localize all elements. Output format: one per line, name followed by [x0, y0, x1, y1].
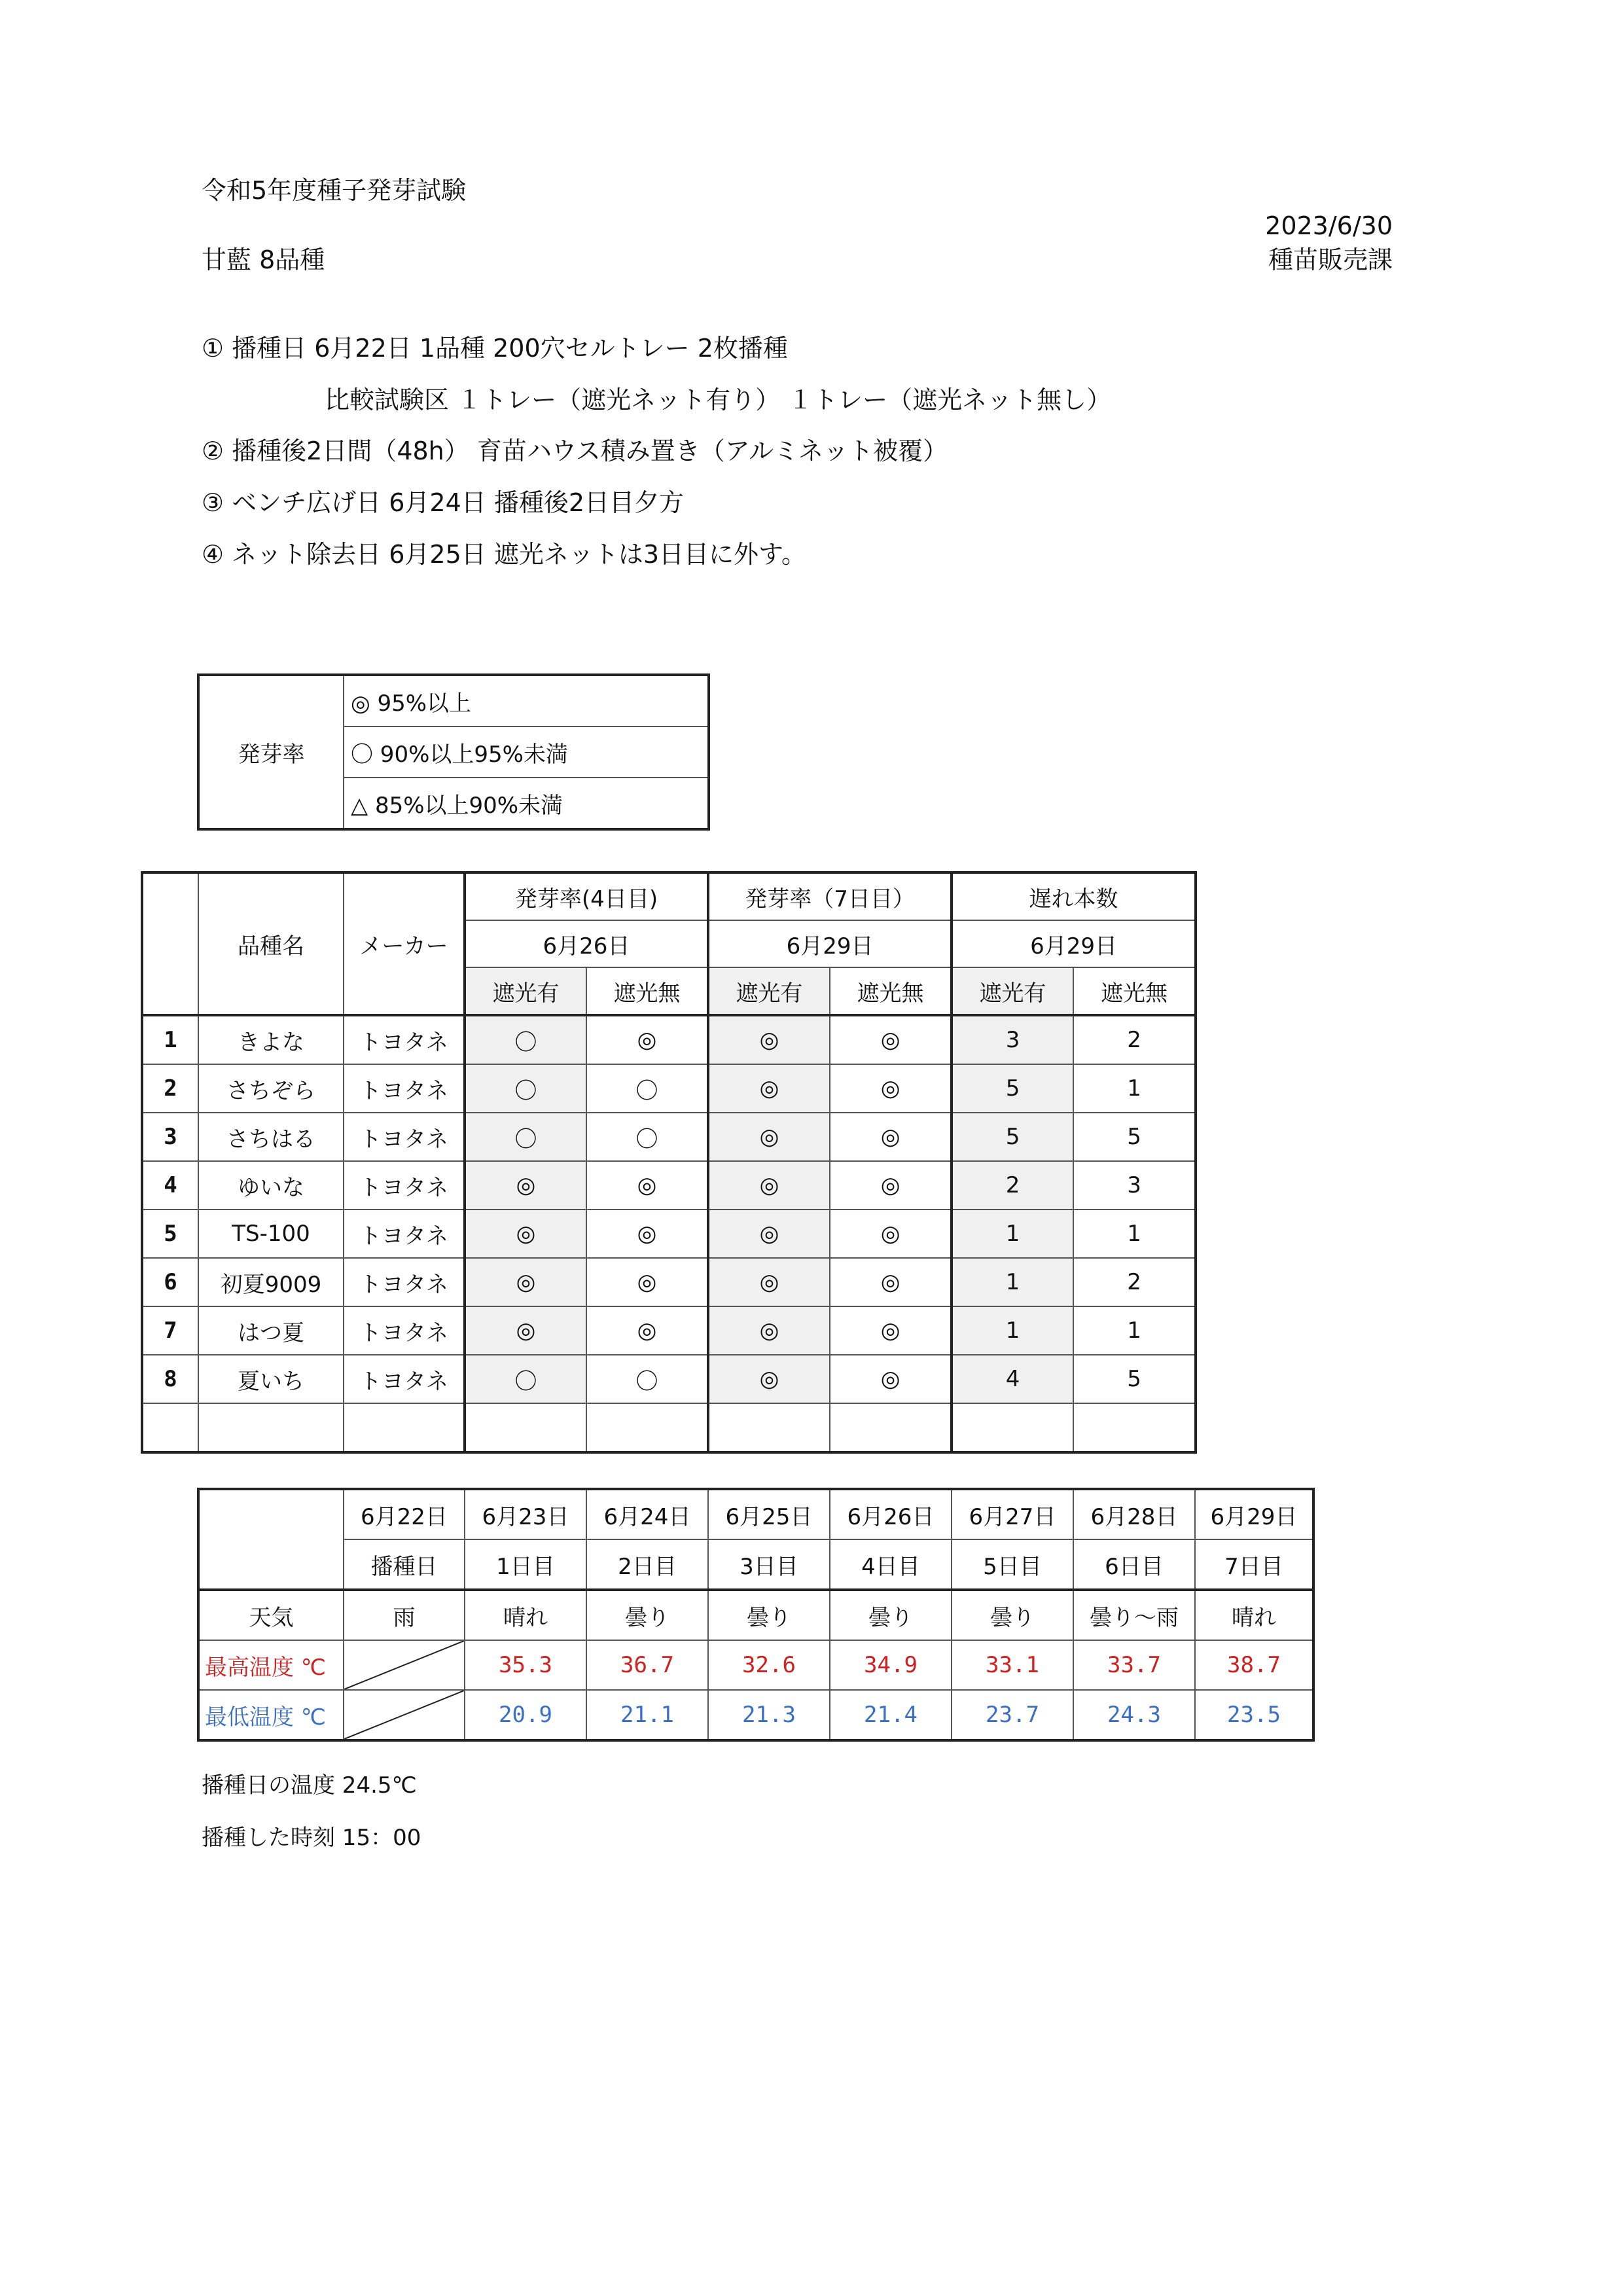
empty-row — [142, 1403, 1196, 1452]
late-shade-off: 5 — [1073, 1355, 1196, 1403]
weather-condition: 晴れ — [465, 1590, 586, 1640]
header-g4-shade-off: 遮光無 — [586, 967, 708, 1015]
germ7-shade-on: ◎ — [708, 1355, 830, 1403]
late-shade-on: 5 — [952, 1064, 1073, 1113]
weather-days-row — [198, 1539, 1313, 1590]
department-label: 種苗販売課 — [1268, 245, 1393, 274]
max-temp-label: 最高温度 ℃ — [198, 1640, 344, 1690]
max-temp: 36.7 — [586, 1640, 708, 1690]
germ7-shade-off: ◎ — [830, 1161, 952, 1210]
variety-name: はつ夏 — [198, 1306, 344, 1355]
document-title: 令和5年度種子発芽試験 — [202, 176, 467, 205]
late-shade-off: 1 — [1073, 1306, 1196, 1355]
maker-name: トヨタネ — [344, 1064, 465, 1113]
late-shade-on: 4 — [952, 1355, 1073, 1403]
late-shade-off: 5 — [1073, 1113, 1196, 1161]
germ4-shade-on: ◎ — [465, 1210, 586, 1258]
germ4-shade-on: 〇 — [465, 1355, 586, 1403]
min-temp: 21.3 — [708, 1690, 830, 1740]
weather-condition: 曇り — [708, 1590, 830, 1640]
row-number: 7 — [142, 1306, 198, 1355]
germ4-shade-on: ◎ — [465, 1161, 586, 1210]
weather-date: 6月29日 — [1195, 1489, 1313, 1539]
diagonal-line-icon — [344, 1641, 464, 1689]
row-number: 4 — [142, 1161, 198, 1210]
crop-label: 甘藍 8品種 — [202, 245, 325, 274]
header-germ7: 発芽率（7日目） — [708, 872, 952, 920]
germ7-shade-on: ◎ — [708, 1064, 830, 1113]
late-shade-off: 2 — [1073, 1258, 1196, 1306]
note-2: ② 播種後2日間（48h） 育苗ハウス積み置き（アルミネット被覆） — [202, 437, 948, 465]
weather-day: 1日目 — [465, 1539, 586, 1590]
min-temp-label: 最低温度 ℃ — [198, 1690, 344, 1740]
max-temp: 38.7 — [1195, 1640, 1313, 1690]
variety-name: 夏いち — [198, 1355, 344, 1403]
weather-table — [197, 1488, 1315, 1742]
germ7-shade-on: ◎ — [708, 1306, 830, 1355]
variety-name: きよな — [198, 1015, 344, 1064]
results-table — [141, 871, 1197, 1454]
table-row — [142, 1015, 1196, 1064]
weather-condition-row — [198, 1590, 1313, 1640]
weather-corner — [198, 1489, 344, 1590]
min-temp: 23.7 — [952, 1690, 1073, 1740]
germ4-shade-on: 〇 — [465, 1113, 586, 1161]
max-temp: 32.6 — [708, 1640, 830, 1690]
header-germ4: 発芽率(4日目) — [465, 872, 708, 920]
header-late-shade-on: 遮光有 — [952, 967, 1073, 1015]
header-g7-shade-on: 遮光有 — [708, 967, 830, 1015]
variety-name: さちはる — [198, 1113, 344, 1161]
row-number: 2 — [142, 1064, 198, 1113]
table-row — [142, 1258, 1196, 1306]
germ4-shade-on: ◎ — [465, 1258, 586, 1306]
legend-item-fair: △ 85%以上90%未満 — [344, 778, 709, 829]
variety-name: TS-100 — [198, 1210, 344, 1258]
empty-cell — [344, 1403, 465, 1452]
germ7-shade-on: ◎ — [708, 1258, 830, 1306]
weather-dates-row — [198, 1489, 1313, 1539]
min-temp: 24.3 — [1073, 1690, 1195, 1740]
late-shade-on: 2 — [952, 1161, 1073, 1210]
germ4-shade-off: ◎ — [586, 1015, 708, 1064]
weather-date: 6月24日 — [586, 1489, 708, 1539]
diagonal-line-icon — [344, 1691, 464, 1739]
weather-day: 5日目 — [952, 1539, 1073, 1590]
max-temp: 35.3 — [465, 1640, 586, 1690]
germ7-shade-on: ◎ — [708, 1113, 830, 1161]
maker-name: トヨタネ — [344, 1306, 465, 1355]
maker-name: トヨタネ — [344, 1258, 465, 1306]
header-late: 遅れ本数 — [952, 872, 1196, 920]
legend-item-excellent: ◎ 95%以上 — [344, 675, 709, 726]
header-date-late: 6月29日 — [952, 920, 1196, 967]
maker-name: トヨタネ — [344, 1210, 465, 1258]
germ7-shade-on: ◎ — [708, 1161, 830, 1210]
min-temp-empty — [344, 1690, 465, 1740]
note-1-sub: 比較試験区 １トレー（遮光ネット有り） １トレー（遮光ネット無し） — [325, 386, 1112, 414]
germ4-shade-on: 〇 — [465, 1015, 586, 1064]
header-late-shade-off: 遮光無 — [1073, 967, 1196, 1015]
germ4-shade-off: 〇 — [586, 1355, 708, 1403]
legend-label: 発芽率 — [198, 675, 344, 829]
weather-day: 4日目 — [830, 1539, 952, 1590]
germ7-shade-off: ◎ — [830, 1064, 952, 1113]
header-maker: メーカー — [344, 872, 465, 1015]
variety-name: ゆいな — [198, 1161, 344, 1210]
empty-cell — [952, 1403, 1073, 1452]
late-shade-off: 1 — [1073, 1210, 1196, 1258]
weather-date: 6月25日 — [708, 1489, 830, 1539]
max-temp: 33.1 — [952, 1640, 1073, 1690]
max-temp: 34.9 — [830, 1640, 952, 1690]
variety-name: さちぞら — [198, 1064, 344, 1113]
empty-cell — [708, 1403, 830, 1452]
legend-table — [197, 673, 710, 831]
weather-day: 3日目 — [708, 1539, 830, 1590]
table-row — [142, 1113, 1196, 1161]
weather-date: 6月22日 — [344, 1489, 465, 1539]
header-date4: 6月26日 — [465, 920, 708, 967]
late-shade-on: 1 — [952, 1306, 1073, 1355]
min-temp: 21.1 — [586, 1690, 708, 1740]
germ4-shade-off: ◎ — [586, 1258, 708, 1306]
table-row — [142, 1210, 1196, 1258]
row-number: 6 — [142, 1258, 198, 1306]
weather-date: 6月27日 — [952, 1489, 1073, 1539]
header-number — [142, 872, 198, 1015]
empty-cell — [830, 1403, 952, 1452]
results-body — [142, 1015, 1196, 1452]
late-shade-on: 3 — [952, 1015, 1073, 1064]
maker-name: トヨタネ — [344, 1015, 465, 1064]
row-number: 1 — [142, 1015, 198, 1064]
weather-condition: 晴れ — [1195, 1590, 1313, 1640]
empty-cell — [586, 1403, 708, 1452]
header-date7: 6月29日 — [708, 920, 952, 967]
late-shade-off: 2 — [1073, 1015, 1196, 1064]
empty-cell — [465, 1403, 586, 1452]
germ7-shade-off: ◎ — [830, 1355, 952, 1403]
maker-name: トヨタネ — [344, 1355, 465, 1403]
legend-item-good: 〇 90%以上95%未満 — [344, 726, 709, 778]
weather-condition: 曇り～雨 — [1073, 1590, 1195, 1640]
header-g4-shade-on: 遮光有 — [465, 967, 586, 1015]
min-temp: 23.5 — [1195, 1690, 1313, 1740]
germ7-shade-off: ◎ — [830, 1113, 952, 1161]
late-shade-on: 1 — [952, 1258, 1073, 1306]
max-temp-empty — [344, 1640, 465, 1690]
weather-day: 6日目 — [1073, 1539, 1195, 1590]
empty-cell — [198, 1403, 344, 1452]
document-date: 2023/6/30 — [1265, 211, 1393, 240]
min-temp-row — [198, 1690, 1313, 1740]
note-1: ① 播種日 6月22日 1品種 200穴セルトレー 2枚播種 — [202, 334, 788, 363]
header-variety: 品種名 — [198, 872, 344, 1015]
late-shade-off: 1 — [1073, 1064, 1196, 1113]
header-g7-shade-off: 遮光無 — [830, 967, 952, 1015]
germ7-shade-off: ◎ — [830, 1015, 952, 1064]
weather-day: 2日目 — [586, 1539, 708, 1590]
weather-day: 播種日 — [344, 1539, 465, 1590]
sowing-temperature: 播種日の温度 24.5℃ — [202, 1772, 417, 1799]
min-temp: 20.9 — [465, 1690, 586, 1740]
note-4: ④ ネット除去日 6月25日 遮光ネットは3日目に外す。 — [202, 540, 806, 569]
weather-date: 6月28日 — [1073, 1489, 1195, 1539]
late-shade-on: 5 — [952, 1113, 1073, 1161]
germ4-shade-off: 〇 — [586, 1113, 708, 1161]
min-temp: 21.4 — [830, 1690, 952, 1740]
row-number: 5 — [142, 1210, 198, 1258]
germ4-shade-on: ◎ — [465, 1306, 586, 1355]
table-row — [142, 1064, 1196, 1113]
row-number: 3 — [142, 1113, 198, 1161]
weather-condition: 雨 — [344, 1590, 465, 1640]
table-row — [142, 1355, 1196, 1403]
table-row — [142, 1161, 1196, 1210]
germ7-shade-off: ◎ — [830, 1306, 952, 1355]
max-temp: 33.7 — [1073, 1640, 1195, 1690]
weather-condition-label: 天気 — [198, 1590, 344, 1640]
table-row — [142, 1306, 1196, 1355]
germ4-shade-on: 〇 — [465, 1064, 586, 1113]
late-shade-off: 3 — [1073, 1161, 1196, 1210]
row-number: 8 — [142, 1355, 198, 1403]
germ4-shade-off: ◎ — [586, 1161, 708, 1210]
weather-condition: 曇り — [586, 1590, 708, 1640]
germ7-shade-off: ◎ — [830, 1258, 952, 1306]
germ4-shade-off: 〇 — [586, 1064, 708, 1113]
germ7-shade-on: ◎ — [708, 1015, 830, 1064]
late-shade-on: 1 — [952, 1210, 1073, 1258]
maker-name: トヨタネ — [344, 1161, 465, 1210]
germ4-shade-off: ◎ — [586, 1210, 708, 1258]
weather-condition: 曇り — [830, 1590, 952, 1640]
weather-date: 6月26日 — [830, 1489, 952, 1539]
germ4-shade-off: ◎ — [586, 1306, 708, 1355]
maker-name: トヨタネ — [344, 1113, 465, 1161]
germ7-shade-on: ◎ — [708, 1210, 830, 1258]
variety-name: 初夏9009 — [198, 1258, 344, 1306]
max-temp-row — [198, 1640, 1313, 1690]
germ7-shade-off: ◎ — [830, 1210, 952, 1258]
empty-cell — [142, 1403, 198, 1452]
note-3: ③ ベンチ広げ日 6月24日 播種後2日目夕方 — [202, 488, 685, 517]
empty-cell — [1073, 1403, 1196, 1452]
sowing-time: 播種した時刻 15：00 — [202, 1825, 421, 1851]
weather-date: 6月23日 — [465, 1489, 586, 1539]
weather-day: 7日目 — [1195, 1539, 1313, 1590]
weather-condition: 曇り — [952, 1590, 1073, 1640]
